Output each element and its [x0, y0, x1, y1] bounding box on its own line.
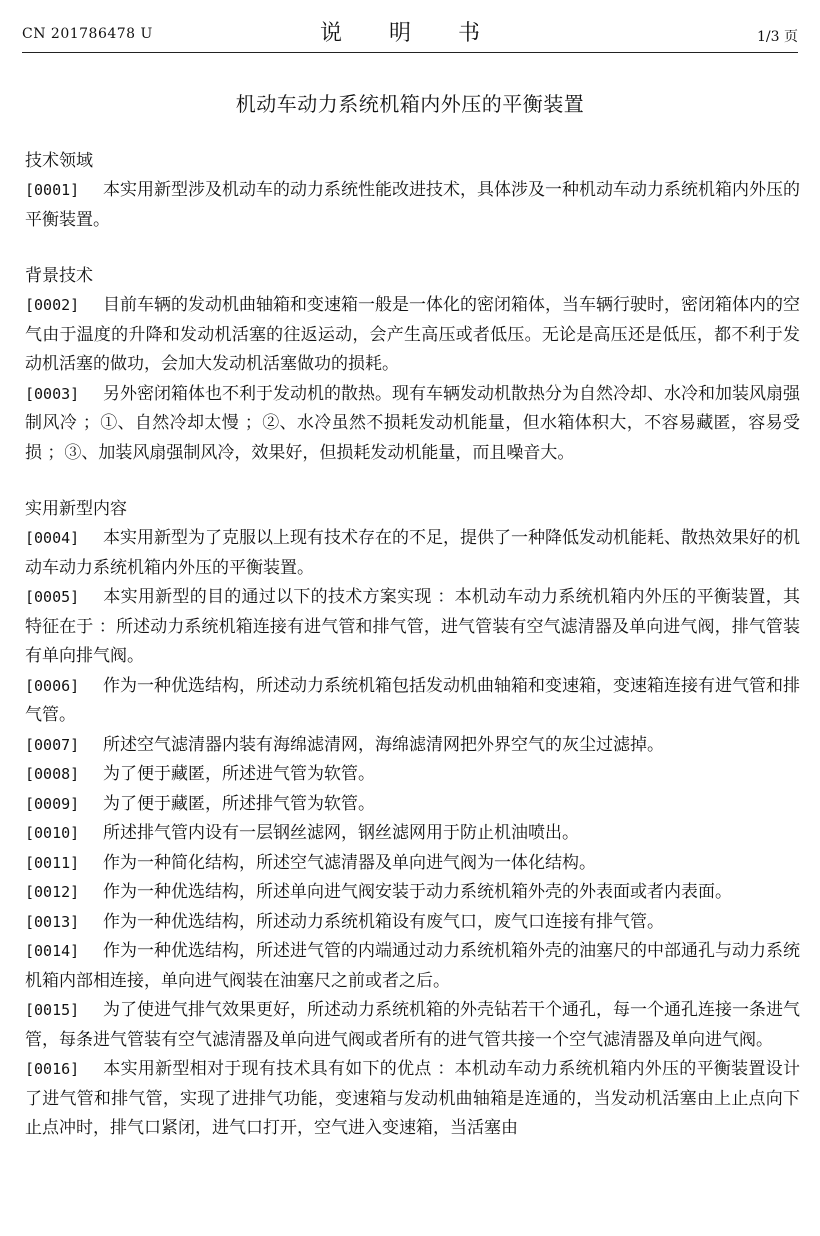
paragraph-number: [0006]	[25, 676, 80, 695]
paragraph-number: [0016]	[25, 1060, 80, 1078]
paragraph-text: 本实用新型相对于现有技术具有如下的优点 ：本机动车动力系统机箱内外压的平衡装置设计了进气管和排气管，实现了进排气功能，变速箱与发动机曲轴箱是连通的，当发动机活塞由上止点向下止点冲时，排气口紧闭，进气口打开，空气进入变速箱，当活塞由	[25, 1059, 800, 1138]
paragraph	[25, 291, 800, 380]
paragraph-text: 本实用新型为了克服以上现有技术存在的不足，提供了一种降低发动机能耗、散热效果好的机动车动力系统机箱内外压的平衡装置。	[25, 528, 800, 578]
doc-type: 说 明 书	[320, 21, 500, 46]
paragraph-text: 另外密闭箱体也不利于发动机的散热。现有车辆发动机散热分为自然冷却、水冷和加装风扇强制风冷 ；①、自然冷却太慢 ；②、水冷虽然不损耗发动机能量，但水箱体积大，不容易藏匿，容易受损 ；③、加装风扇强制风冷，效果好，但损耗发动机能量，而且噪音大。	[25, 383, 800, 463]
paragraph	[25, 380, 800, 469]
page-header	[22, 12, 798, 50]
section-heading: 背景技术	[25, 266, 93, 286]
paragraph-text: 作为一种优选结构，所述动力系统机箱设有废气口，废气口连接有排气管。	[103, 911, 664, 932]
paragraph	[25, 790, 800, 820]
paragraph-number: [0009]	[25, 794, 80, 813]
paragraph	[25, 937, 800, 996]
section-heading: 技术领域	[25, 151, 93, 171]
paragraph-number: [0012]	[25, 883, 80, 901]
paragraph-text: 所述空气滤清器内装有海绵滤清网，海绵滤清网把外界空气的灰尘过滤掉。	[103, 734, 664, 755]
paragraph-number: [0002]	[25, 296, 80, 314]
paragraph	[25, 731, 800, 761]
section	[25, 261, 800, 468]
section-heading: 实用新型内容	[25, 499, 127, 519]
paragraph-number: [0008]	[25, 765, 80, 783]
section	[25, 494, 800, 1144]
document-title: 机动车动力系统机箱内外压的平衡装置	[235, 92, 585, 116]
paragraph-number: [0015]	[25, 1001, 80, 1019]
paragraph-text: 为了便于藏匿，所述排气管为软管。	[103, 793, 375, 814]
paragraph	[25, 583, 800, 672]
paragraph	[25, 878, 800, 908]
paragraph-text: 本实用新型涉及机动车的动力系统性能改进技术，具体涉及一种机动车动力系统机箱内外压的平衡装置。	[25, 180, 800, 230]
paragraph	[25, 996, 800, 1055]
document-body	[25, 146, 800, 1170]
paragraph-number: [0011]	[25, 853, 80, 872]
paragraph-text: 作为一种优选结构，所述动力系统机箱包括发动机曲轴箱和变速箱，变速箱连接有进气管和排气管。	[25, 675, 800, 725]
paragraph	[25, 672, 800, 731]
paragraph-number: [0001]	[25, 181, 80, 199]
paragraph-text: 为了便于藏匿，所述进气管为软管。	[103, 764, 375, 784]
paragraph	[25, 176, 800, 235]
paragraph	[25, 1055, 800, 1144]
paragraph-number: [0005]	[25, 588, 80, 606]
paragraph	[25, 849, 800, 879]
paragraph-text: 作为一种优选结构，所述进气管的内端通过动力系统机箱外壳的油塞尺的中部通孔与动力系统机箱内部相连接，单向进气阀装在油塞尺之前或者之后。	[25, 941, 800, 991]
paragraph-text: 为了使进气排气效果更好，所述动力系统机箱的外壳钻若干个通孔，每一个通孔连接一条进气管，每条进气管装有空气滤清器及单向进气阀或者所有的进气管共接一个空气滤清器及单向进气阀。	[25, 1000, 800, 1050]
paragraph-number: [0010]	[25, 824, 80, 842]
header-rule	[22, 52, 798, 53]
doc-number: CN 201786478 U	[22, 26, 153, 42]
section	[25, 146, 800, 235]
paragraph-text: 作为一种简化结构，所述空气滤清器及单向进气阀为一体化结构。	[103, 852, 596, 873]
paragraph	[25, 819, 800, 849]
paragraph-number: [0003]	[25, 384, 80, 403]
paragraph-text: 本实用新型的目的通过以下的技术方案实现 ：本机动车动力系统机箱内外压的平衡装置，其特征在于 ：所述动力系统机箱连接有进气管和排气管，进气管装有空气滤清器及单向进气阀，排气管装有单向排气阀。	[25, 587, 800, 666]
paragraph-text: 目前车辆的发动机曲轴箱和变速箱一般是一体化的密闭箱体，当车辆行驶时，密闭箱体内的空气由于温度的升降和发动机活塞的往返运动，会产生高压或者低压。无论是高压还是低压，都不利于发动机活塞的做功，会加大发动机活塞做功的损耗。	[25, 295, 800, 374]
paragraph	[25, 760, 800, 790]
paragraph-number: [0007]	[25, 735, 80, 754]
paragraph-number: [0004]	[25, 529, 80, 547]
paragraph	[25, 908, 800, 938]
paragraph-number: [0014]	[25, 942, 80, 960]
paragraph	[25, 524, 800, 583]
page-info: 1/3 页	[757, 29, 798, 45]
paragraph-text: 作为一种优选结构，所述单向进气阀安装于动力系统机箱外壳的外表面或者内表面。	[103, 882, 732, 902]
paragraph-number: [0013]	[25, 912, 80, 931]
paragraph-text: 所述排气管内设有一层钢丝滤网，钢丝滤网用于防止机油喷出。	[103, 823, 579, 843]
